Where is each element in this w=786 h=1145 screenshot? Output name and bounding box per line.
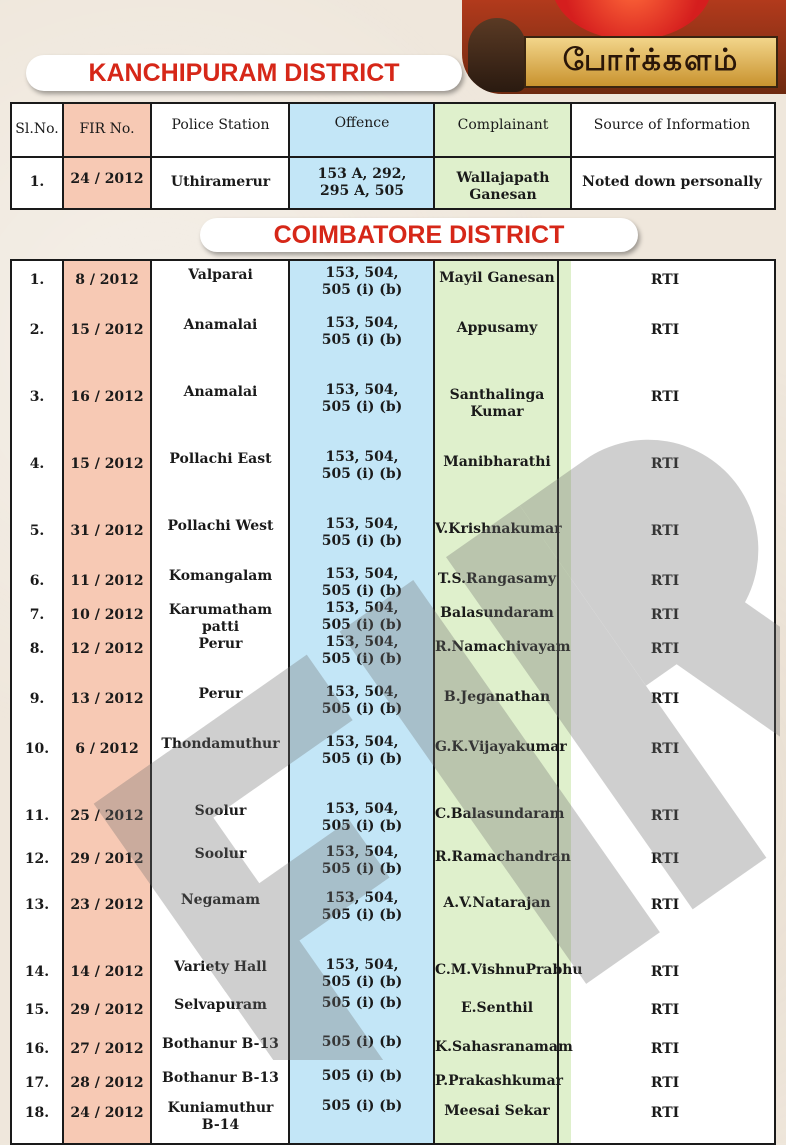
portrait-graphic — [468, 18, 526, 92]
magazine-logo — [462, 0, 786, 94]
cell-offence: 153, 504, 505 (i) (b) — [321, 844, 403, 877]
cell-sl-no: 8. — [29, 641, 45, 657]
cell-sl-no: 5. — [29, 523, 45, 539]
cell-offence: 505 (i) (b) — [321, 1068, 403, 1084]
cell-fir-no: 31 / 2012 — [70, 523, 144, 539]
cell-complainant: T.S.Rangasamy — [438, 571, 556, 587]
cell-police-station: Selvapuram — [174, 997, 267, 1013]
cell-offence: 153, 504, 505 (i) (b) — [321, 382, 403, 415]
cell-fir-no: 13 / 2012 — [70, 691, 144, 707]
cell-sl-no: 11. — [24, 808, 50, 824]
cell-complainant: B.Jeganathan — [443, 689, 551, 705]
cell-complainant: Wallajapath Ganesan — [456, 170, 550, 203]
cell-police-station: Bothanur B-13 — [162, 1036, 279, 1052]
header-complainant: Complainant — [457, 117, 549, 133]
header-source: Source of Information — [593, 117, 751, 133]
cell-police-station: Anamalai — [183, 317, 258, 333]
cell-police-station: Soolur — [194, 803, 247, 819]
cell-source: RTI — [650, 808, 680, 824]
cell-offence: 505 (i) (b) — [321, 1098, 403, 1114]
cell-complainant: E.Senthil — [460, 1000, 534, 1016]
cell-police-station: Negamam — [180, 892, 261, 908]
cell-sl-no: 9. — [29, 691, 45, 707]
kanchipuram-district-heading: KANCHIPURAM DISTRICT — [26, 55, 462, 91]
cell-police-station: Valparai — [188, 267, 253, 283]
cell-source: Noted down personally — [582, 174, 762, 190]
cell-police-station: Perur — [198, 686, 243, 702]
cell-police-station: Komangalam — [168, 568, 273, 584]
cell-source: RTI — [650, 456, 680, 472]
cell-sl-no: 2. — [29, 322, 45, 338]
cell-sl-no: 12. — [24, 851, 50, 867]
cell-offence: 153, 504, 505 (i) (b) — [321, 449, 403, 482]
cell-complainant: P.Prakashkumar — [435, 1073, 564, 1089]
cell-complainant: Manibharathi — [443, 454, 551, 470]
cell-complainant: Meesai Sekar — [444, 1103, 550, 1119]
cell-source: RTI — [650, 897, 680, 913]
cell-police-station: Anamalai — [183, 384, 258, 400]
cell-source: RTI — [650, 964, 680, 980]
cell-source: RTI — [650, 322, 680, 338]
cell-offence: 153, 504, 505 (i) (b) — [321, 566, 403, 599]
cell-offence: 153, 504, 505 (i) (b) — [321, 957, 403, 990]
cell-police-station: Karumatham patti — [168, 602, 273, 635]
cell-sl-no: 14. — [24, 964, 50, 980]
cell-source: RTI — [650, 607, 680, 623]
cell-sl-no: 15. — [24, 1002, 50, 1018]
cell-source: RTI — [650, 389, 680, 405]
cell-offence: 153, 504, 505 (i) (b) — [321, 516, 403, 549]
cell-offence: 153, 504, 505 (i) (b) — [321, 265, 403, 298]
cell-offence: 153, 504, 505 (i) (b) — [321, 801, 403, 834]
cell-police-station: Soolur — [194, 846, 247, 862]
cell-source: RTI — [650, 641, 680, 657]
cell-complainant: V.Krishnakumar — [435, 521, 562, 537]
cell-fir-no: 8 / 2012 — [75, 272, 139, 288]
cell-sl-no: 1. — [29, 272, 45, 288]
cell-police-station: Thondamuthur — [161, 736, 280, 752]
cell-fir-no: 25 / 2012 — [70, 808, 144, 824]
cell-complainant: Mayil Ganesan — [439, 270, 555, 286]
logo-wordmark: போர்க்களம் — [524, 36, 778, 88]
cell-offence: 153, 504, 505 (i) (b) — [321, 890, 403, 923]
cell-fir-no: 12 / 2012 — [70, 641, 144, 657]
cell-offence: 505 (i) (b) — [321, 1034, 403, 1050]
cell-police-station: Pollachi East — [169, 451, 272, 467]
cell-fir-no: 23 / 2012 — [70, 897, 144, 913]
cell-offence: 153, 504, 505 (i) (b) — [321, 634, 403, 667]
cell-source: RTI — [650, 851, 680, 867]
cell-source: RTI — [650, 1105, 680, 1121]
side-note — [776, 1010, 784, 1120]
cell-sl-no: 3. — [29, 389, 45, 405]
cell-source: RTI — [650, 523, 680, 539]
cell-fir-no: 6 / 2012 — [75, 741, 139, 757]
cell-fir-no: 15 / 2012 — [70, 456, 144, 472]
cell-sl-no: 1. — [29, 174, 45, 190]
cell-police-station: Variety Hall — [174, 959, 267, 975]
cell-complainant: K.Sahasranamam — [435, 1039, 573, 1055]
cell-police-station: Kuniamuthur B-14 — [167, 1100, 274, 1133]
cell-offence: 153, 504, 505 (i) (b) — [321, 734, 403, 767]
cell-police-station: Bothanur B-13 — [162, 1070, 279, 1086]
cell-source: RTI — [650, 1075, 680, 1091]
cell-sl-no: 7. — [29, 607, 45, 623]
cell-source: RTI — [650, 272, 680, 288]
cell-complainant: C.Balasundaram — [435, 806, 565, 822]
cell-source: RTI — [650, 691, 680, 707]
cell-sl-no: 16. — [24, 1041, 50, 1057]
coimbatore-district-heading: COIMBATORE DISTRICT — [200, 218, 638, 252]
cell-offence: 505 (i) (b) — [321, 995, 403, 1011]
cell-fir-no: 29 / 2012 — [70, 1002, 144, 1018]
cell-fir-no: 16 / 2012 — [70, 389, 144, 405]
sun-graphic — [552, 0, 712, 40]
cell-fir-no: 27 / 2012 — [70, 1041, 144, 1057]
cell-fir-no: 24 / 2012 — [70, 1105, 144, 1121]
cell-sl-no: 4. — [29, 456, 45, 472]
cell-fir-no: 15 / 2012 — [70, 322, 144, 338]
cell-sl-no: 10. — [24, 741, 50, 757]
header-sl-no: Sl.No. — [15, 121, 59, 137]
header-fir-no: FIR No. — [79, 121, 135, 137]
cell-offence: 153, 504, 505 (i) (b) — [321, 684, 403, 717]
header-police-station: Police Station — [171, 117, 270, 133]
cell-source: RTI — [650, 741, 680, 757]
cell-sl-no: 17. — [24, 1075, 50, 1091]
cell-sl-no: 18. — [24, 1105, 50, 1121]
cell-fir-no: 14 / 2012 — [70, 964, 144, 980]
cell-police-station: Pollachi West — [167, 518, 274, 534]
cell-offence: 153, 504, 505 (i) (b) — [321, 315, 403, 348]
cell-fir-no: 28 / 2012 — [70, 1075, 144, 1091]
cell-complainant: Balasundaram — [440, 605, 554, 621]
cell-fir-no: 11 / 2012 — [70, 573, 144, 589]
cell-source: RTI — [650, 573, 680, 589]
cell-fir-no: 24 / 2012 — [70, 171, 144, 187]
cell-complainant: Appusamy — [456, 320, 538, 336]
cell-complainant: C.M.VishnuPrabhu — [435, 962, 583, 978]
cell-source: RTI — [650, 1041, 680, 1057]
cell-fir-no: 10 / 2012 — [70, 607, 144, 623]
cell-complainant: Santhalinga Kumar — [449, 387, 545, 420]
cell-source: RTI — [650, 1002, 680, 1018]
cell-sl-no: 13. — [24, 897, 50, 913]
cell-offence: 153, 504, 505 (i) (b) — [321, 600, 403, 633]
cell-complainant: R.Namachivayam — [435, 639, 571, 655]
cell-complainant: G.K.Vijayakumar — [435, 739, 567, 755]
cell-fir-no: 29 / 2012 — [70, 851, 144, 867]
coimbatore-fir-table — [10, 259, 776, 1145]
cell-complainant: A.V.Natarajan — [443, 895, 551, 911]
header-offence: Offence — [334, 115, 390, 131]
cell-complainant: R.Ramachandran — [435, 849, 571, 865]
cell-sl-no: 6. — [29, 573, 45, 589]
kanchipuram-fir-table — [10, 102, 776, 210]
cell-police-station: Perur — [198, 636, 243, 652]
cell-offence: 153 A, 292, 295 A, 505 — [317, 166, 407, 199]
cell-police-station: Uthiramerur — [170, 174, 271, 190]
